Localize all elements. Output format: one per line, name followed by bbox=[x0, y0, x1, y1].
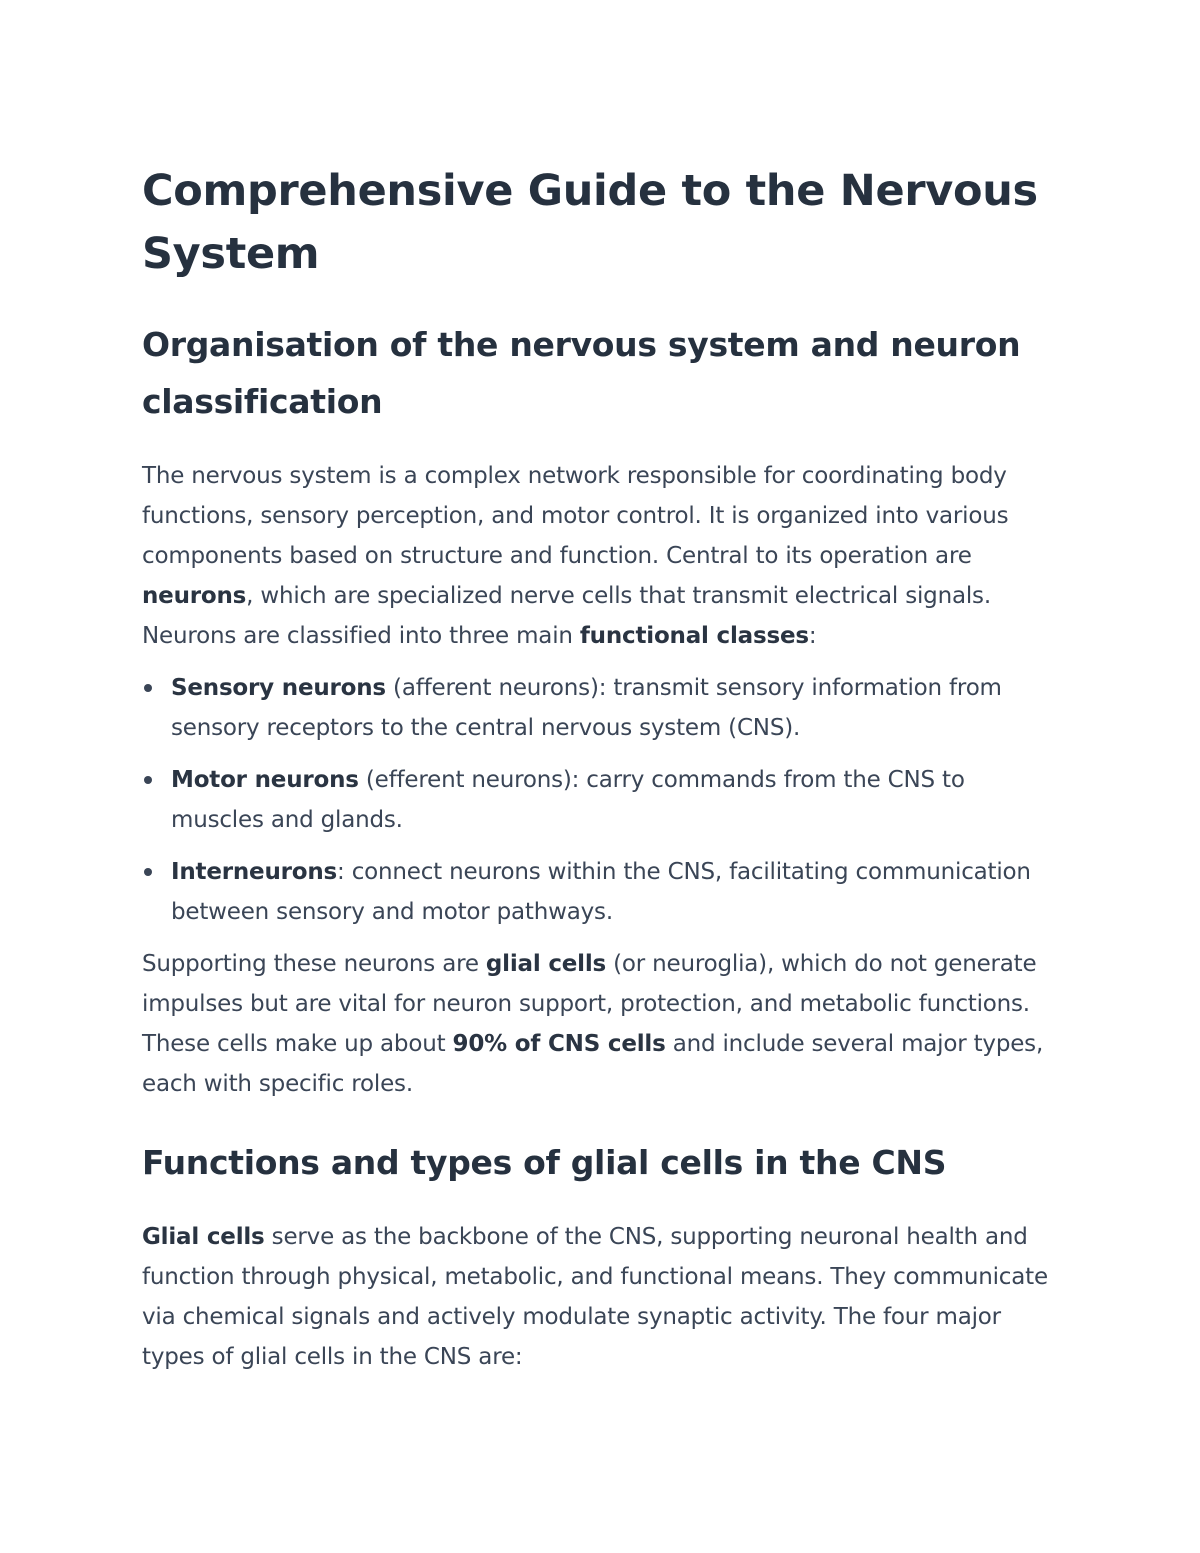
glia-bold-percent: 90% of CNS cells bbox=[452, 1031, 666, 1057]
intro-bold-neurons: neurons bbox=[142, 583, 247, 609]
document-title: Comprehensive Guide to the Nervous System bbox=[142, 166, 1038, 279]
list-item-desc: : connect neurons within the CNS, facilitating communication between sensory and motor pathways. bbox=[171, 859, 1031, 925]
list-item-term: Interneurons bbox=[171, 859, 338, 885]
glial-functions-paragraph bbox=[142, 1217, 1062, 1377]
intro-bold-functional-classes: functional classes bbox=[579, 623, 809, 649]
glia-text-3: and include several major types, each with specific roles. bbox=[142, 1031, 1044, 1097]
list-item bbox=[142, 852, 1062, 932]
bullet-icon bbox=[144, 776, 152, 784]
glial-text-1: serve as the backbone of the CNS, supporting neuronal health and function through physical, metabolic, and functional means. They communicate via chemical signals and actively modulate synaptic activity. The four major types of glial cells in the CNS are: bbox=[142, 1224, 1048, 1370]
list-item-term: Motor neurons bbox=[171, 767, 359, 793]
glia-bold-glial-cells: glial cells bbox=[485, 951, 607, 977]
section-heading-glial-functions: Functions and types of glial cells in the CNS bbox=[142, 1143, 947, 1182]
list-item-desc: (efferent neurons): carry commands from the CNS to muscles and glands. bbox=[171, 767, 965, 833]
glial-bold-term: Glial cells bbox=[142, 1224, 265, 1250]
glia-text-1: Supporting these neurons are bbox=[142, 951, 486, 977]
document-page bbox=[142, 160, 1062, 1377]
glia-text-2: (or neuroglia), which do not generate impulses but are vital for neuron support, protection, and metabolic functions. These cells make up about bbox=[142, 951, 1037, 1057]
list-item bbox=[142, 760, 1062, 840]
intro-paragraph bbox=[142, 456, 1062, 656]
intro-text-2: , which are specialized nerve cells that transmit electrical signals. Neurons are classified into three main bbox=[142, 583, 991, 649]
intro-text-1: The nervous system is a complex network responsible for coordinating body functions, sensory perception, and motor control. It is organized into various components based on structure and function. Central to its operation are bbox=[142, 463, 1009, 569]
list-item-term: Sensory neurons bbox=[171, 675, 386, 701]
list-item-desc: (afferent neurons): transmit sensory information from sensory receptors to the central nervous system (CNS). bbox=[171, 675, 1002, 741]
bullet-icon bbox=[144, 684, 152, 692]
list-item bbox=[142, 668, 1062, 748]
glia-paragraph bbox=[142, 944, 1062, 1104]
intro-text-3: : bbox=[808, 623, 817, 649]
neuron-class-list bbox=[142, 668, 1062, 932]
section-heading-organisation: Organisation of the nervous system and neuron classification bbox=[142, 325, 1021, 421]
bullet-icon bbox=[144, 868, 152, 876]
